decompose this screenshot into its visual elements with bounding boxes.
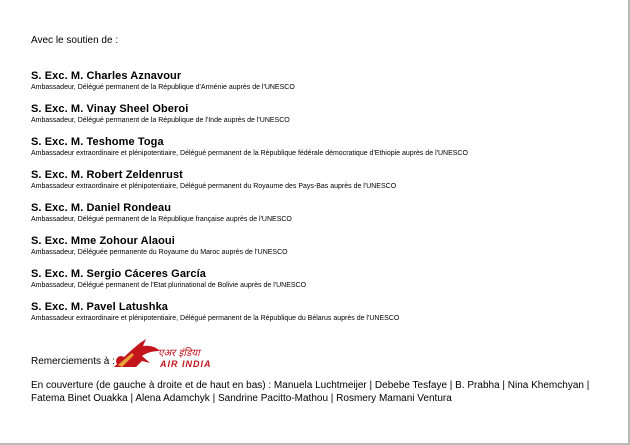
sponsor-item (31, 169, 621, 202)
sponsor-item (31, 235, 621, 268)
sponsor-item (31, 70, 621, 103)
sponsor-title: Ambassadeur, Délégué permanent de l'Etat plurinational de Bolivie auprès de l'UNESCO (31, 282, 307, 289)
sponsor-name: S. Exc. M. Vinay Sheel Oberoi (31, 103, 189, 115)
sponsor-list (31, 70, 621, 334)
sponsor-title: Ambassadeur, Délégué permanent de la République d'Arménie auprès de l'UNESCO (31, 84, 295, 91)
sponsor-title: Ambassadeur extraordinaire et plénipotentiaire, Délégué permanent de la République du Bélarus auprès de l'UNESCO (31, 315, 400, 322)
sponsor-title: Ambassadeur extraordinaire et plénipotentiaire, Délégué permanent de la République fédérale démocratique d'Ethiopie auprès de l'UNESCO (31, 150, 468, 157)
intro-text: Avec le soutien de : (31, 35, 119, 46)
sponsor-name: S. Exc. M. Charles Aznavour (31, 70, 182, 82)
air-india-logo (112, 337, 212, 371)
sponsor-name: S. Exc. M. Teshome Toga (31, 136, 164, 148)
sponsor-name: S. Exc. M. Pavel Latushka (31, 301, 169, 313)
logo-english-text: AIR INDIA (160, 359, 212, 369)
sponsor-name: S. Exc. Mme Zohour Alaoui (31, 235, 175, 247)
sponsor-name: S. Exc. M. Robert Zeldenrust (31, 169, 183, 181)
logo-hindi-text: एअर इंडिया (158, 348, 200, 359)
sponsor-title: Ambassadeur, Délégué permanent de la République de l'Inde auprès de l'UNESCO (31, 117, 290, 124)
cover-credits: En couverture (de gauche à droite et de haut en bas) : Manuela Luchtmeijer | Debebe Tesfaye | B. Prabha | Nina Khemchyan | Fatema Binet Ouakka | Alena Adamchyk | Sandrine Pacitto-Mathou | Rosmery Mamani Ventura (31, 380, 590, 404)
sponsor-item (31, 103, 621, 136)
thanks-label: Remerciements à : (31, 356, 115, 367)
sponsor-item (31, 202, 621, 235)
sponsor-item (31, 268, 621, 301)
sponsor-title: Ambassadeur extraordinaire et plénipotentiaire, Délégué permanent du Royaume des Pays-Bas auprès de l'UNESCO (31, 183, 397, 190)
sponsor-name: S. Exc. M. Sergio Cáceres García (31, 268, 207, 280)
sponsor-name: S. Exc. M. Daniel Rondeau (31, 202, 172, 214)
sponsor-title: Ambassadeur, Délégué permanent de la République française auprès de l'UNESCO (31, 216, 292, 223)
sponsor-item (31, 136, 621, 169)
sponsor-item (31, 301, 621, 334)
sponsor-title: Ambassadeur, Déléguée permanente du Royaume du Maroc auprès de l'UNESCO (31, 249, 288, 256)
